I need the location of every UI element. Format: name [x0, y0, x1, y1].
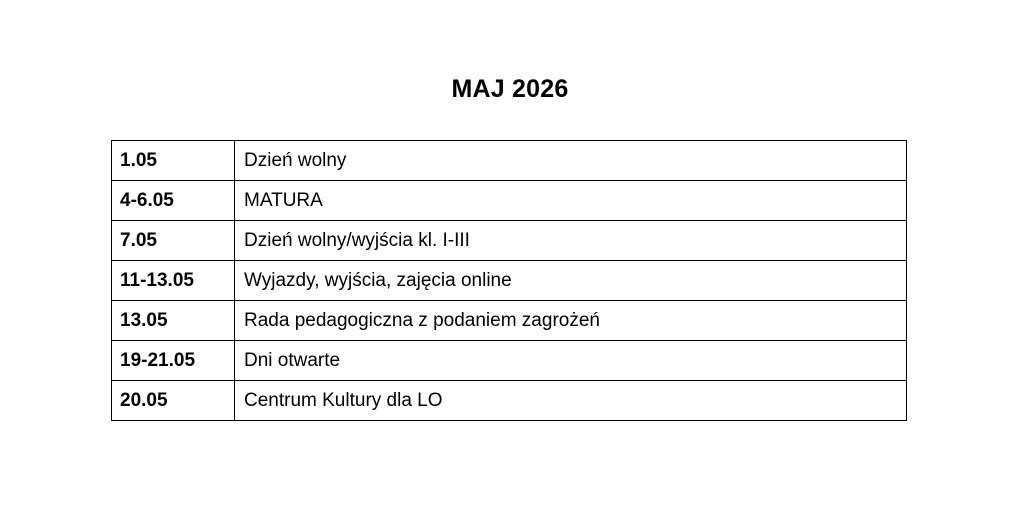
- page-title: MAJ 2026: [451, 75, 569, 103]
- table-row: [112, 181, 907, 221]
- table-row: [112, 381, 907, 421]
- date-cell: 19-21.05: [112, 341, 235, 381]
- event-cell: Dni otwarte: [235, 341, 907, 381]
- table-row: [112, 261, 907, 301]
- table-row: [112, 221, 907, 261]
- table-row: [112, 141, 907, 181]
- event-cell: Dzień wolny/wyjścia kl. I-III: [235, 221, 907, 261]
- date-cell: 4-6.05: [112, 181, 235, 221]
- table-row: [112, 301, 907, 341]
- date-cell: 13.05: [112, 301, 235, 341]
- event-cell: Rada pedagogiczna z podaniem zagrożeń: [235, 301, 907, 341]
- event-cell: Wyjazdy, wyjścia, zajęcia online: [235, 261, 907, 301]
- event-cell: Dzień wolny: [235, 141, 907, 181]
- event-cell: MATURA: [235, 181, 907, 221]
- date-cell: 11-13.05: [112, 261, 235, 301]
- date-cell: 7.05: [112, 221, 235, 261]
- event-cell: Centrum Kultury dla LO: [235, 381, 907, 421]
- schedule-table: [111, 140, 907, 421]
- table-row: [112, 341, 907, 381]
- date-cell: 1.05: [112, 141, 235, 181]
- date-cell: 20.05: [112, 381, 235, 421]
